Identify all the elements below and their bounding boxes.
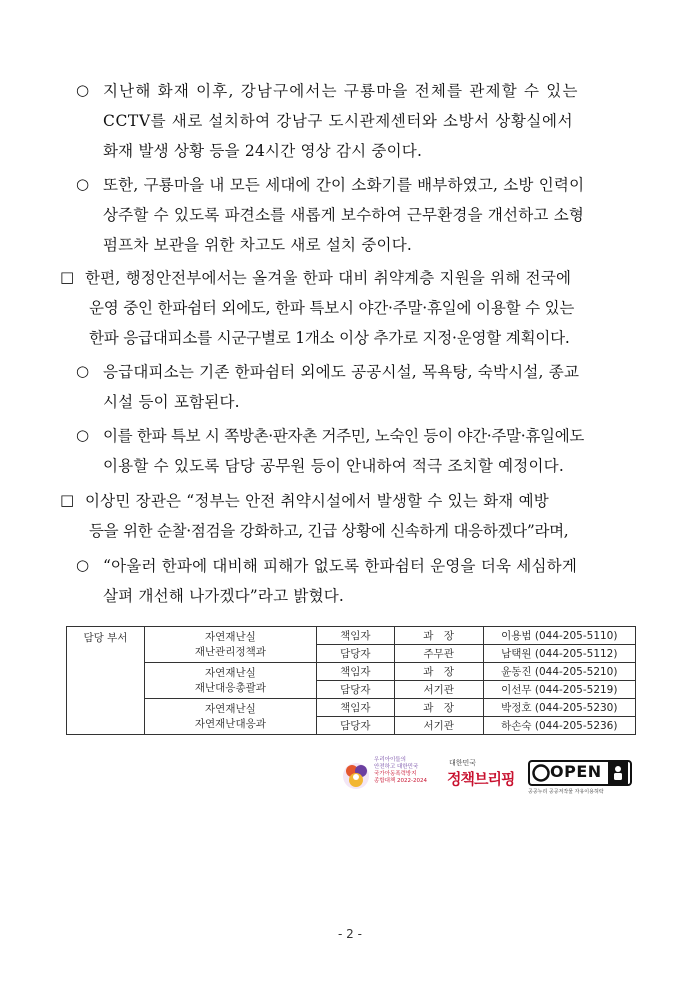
text-line: 화재 발생 상황 등을 24시간 영상 감시 중이다. xyxy=(103,142,423,160)
table-header-dept: 담당 부서 xyxy=(67,627,145,735)
logo1-text-1: 우리아이들의 xyxy=(374,757,406,763)
circle-bullet: ○ xyxy=(76,362,90,380)
open-circle-icon xyxy=(532,764,552,782)
text-line: 이를 한파 특보 시 쪽방촌·판자촌 거주민, 노숙인 등이 야간·주말·휴일에도 xyxy=(103,427,585,445)
open-text: OPEN xyxy=(550,762,602,781)
contact-cell: 남택원 (044-205-5112) xyxy=(483,645,635,663)
square-bullet: □ xyxy=(60,491,75,509)
unit-cell xyxy=(144,627,316,663)
role-cell: 담당자 xyxy=(316,645,394,663)
title-cell: 주무관 xyxy=(394,645,483,663)
campaign-logo xyxy=(340,754,430,798)
contact-cell: 이선무 (044-205-5219) xyxy=(483,681,635,699)
role-cell: 담당자 xyxy=(316,717,394,735)
unit-name-line1: 자연재난실 xyxy=(205,666,256,679)
unit-cell xyxy=(144,699,316,735)
title-cell: 과 장 xyxy=(394,663,483,681)
title-cell: 서기관 xyxy=(394,717,483,735)
text-line: 지난해 화재 이후, 강남구에서는 구룡마을 전체를 관제할 수 있는 xyxy=(103,82,579,100)
text-line: 이용할 수 있도록 담당 공무원 등이 안내하여 적극 조치할 예정이다. xyxy=(103,457,564,475)
text-line: 등을 위한 순찰·점검을 강화하고, 긴급 상황에 신속하게 대응하겠다”라며, xyxy=(89,522,569,540)
title-cell: 과 장 xyxy=(394,699,483,717)
text-line: 또한, 구룡마을 내 모든 세대에 간이 소화기를 배부하였고, 소방 인력이 xyxy=(103,176,585,194)
text-line: “아울러 한파에 대비해 피해가 없도록 한파쉼터 운영을 더욱 세심하게 xyxy=(103,557,577,575)
unit-name-line1: 자연재난실 xyxy=(205,630,256,643)
contact-cell: 윤동진 (044-205-5210) xyxy=(483,663,635,681)
text-line: CCTV를 새로 설치하여 강남구 도시관제센터와 소방서 상황실에서 xyxy=(103,112,574,130)
table-row xyxy=(67,699,636,717)
role-cell: 책임자 xyxy=(316,699,394,717)
text-line: 시설 등이 포함된다. xyxy=(103,393,240,411)
text-line: 한편, 행정안전부에서는 올겨울 한파 대비 취약계층 지원을 위해 전국에 xyxy=(85,269,572,287)
contact-cell: 박정호 (044-205-5230) xyxy=(483,699,635,717)
text-line: 펌프차 보관을 위한 차고도 새로 설치 중이다. xyxy=(103,236,413,254)
square-bullet: □ xyxy=(60,268,75,286)
paragraph-guidance xyxy=(103,421,638,481)
circle-bullet: ○ xyxy=(76,426,90,444)
title-cell: 서기관 xyxy=(394,681,483,699)
text-line: 살펴 개선해 나가겠다”라고 밝혔다. xyxy=(103,587,345,605)
table-row xyxy=(67,627,636,645)
text-line: 이상민 장관은 “정부는 안전 취약시설에서 발생할 수 있는 화재 예방 xyxy=(85,492,549,510)
paragraph-shelter-types xyxy=(103,357,638,417)
text-line: 상주할 수 있도록 파견소를 새롭게 보수하여 근무환경을 개선하고 소형 xyxy=(103,206,585,224)
contact-cell: 하손숙 (044-205-5236) xyxy=(483,717,635,735)
open-license-logo xyxy=(528,758,632,798)
unit-name-line1: 자연재난실 xyxy=(205,702,256,715)
policy-briefing-logo xyxy=(447,754,521,798)
paragraph-minister-quote-2 xyxy=(103,551,638,611)
text-line: 운영 중인 한파쉼터 외에도, 한파 특보시 야간·주말·휴일에 이용할 수 있는 xyxy=(89,299,575,317)
logo2-main-text: 정책브리핑 xyxy=(447,770,515,788)
unit-name-line2: 자연재난대응과 xyxy=(194,717,266,730)
logo1-text-3: 국가아동폭력방지 xyxy=(374,771,417,777)
table-row xyxy=(67,663,636,681)
paragraph-minister-quote xyxy=(85,486,645,546)
paragraph-fire-extinguisher xyxy=(103,170,638,260)
logo1-text-2: 안전하고 대한민국 xyxy=(374,764,419,770)
logo1-text-4: 종합대책 2022-2024 xyxy=(374,778,427,784)
unit-cell xyxy=(144,663,316,699)
circle-bullet: ○ xyxy=(76,81,90,99)
open-sub-text: 공공누리 공공저작물 자유이용허락 xyxy=(528,789,604,795)
contact-cell: 이용범 (044-205-5110) xyxy=(483,627,635,645)
paragraph-cctv xyxy=(103,76,638,166)
role-cell: 담당자 xyxy=(316,681,394,699)
logo2-small-text: 대한민국 xyxy=(449,759,477,767)
unit-name-line2: 재난대응총괄과 xyxy=(194,681,266,694)
title-cell: 과 장 xyxy=(394,627,483,645)
text-line: 한파 응급대피소를 시군구별로 1개소 이상 추가로 지정·운영할 계획이다. xyxy=(89,329,570,347)
person-icon xyxy=(611,764,625,782)
paragraph-cold-shelter-plan xyxy=(85,263,645,353)
text-line: 응급대피소는 기존 한파쉼터 외에도 공공시설, 목욕탕, 숙박시설, 종교 xyxy=(103,363,580,381)
circle-bullet: ○ xyxy=(76,175,90,193)
unit-name-line2: 재난관리정책과 xyxy=(194,645,266,658)
circle-bullet: ○ xyxy=(76,556,90,574)
contact-table xyxy=(66,626,636,735)
role-cell: 책임자 xyxy=(316,627,394,645)
role-cell: 책임자 xyxy=(316,663,394,681)
page-number: - 2 - xyxy=(338,927,362,941)
